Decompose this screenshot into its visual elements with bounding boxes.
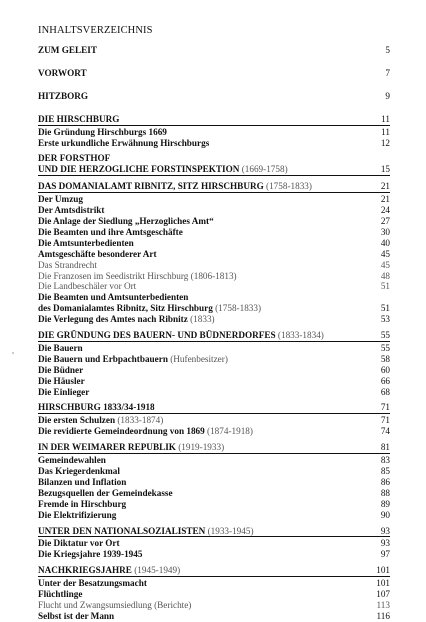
toc-entry-row-page: 12 <box>380 137 390 148</box>
toc-section <box>38 526 390 561</box>
section-header-row <box>38 181 390 192</box>
toc-entry-row-page: 74 <box>380 426 390 437</box>
toc-entry-row-title <box>38 249 362 260</box>
toc-chapter-row-title <box>38 68 362 79</box>
section-header <box>38 442 390 454</box>
toc-entry-row-page: 30 <box>380 226 390 237</box>
toc-entry-row-title <box>38 271 362 282</box>
toc-entry-row <box>38 205 390 216</box>
toc-entry-row-page: 48 <box>380 270 390 281</box>
section-header-row-title <box>38 526 362 537</box>
section-header <box>38 402 390 414</box>
toc-section <box>38 442 390 520</box>
toc-entry-row-title <box>38 510 362 521</box>
toc-entry-row <box>38 271 390 282</box>
toc-entry-row <box>38 415 390 426</box>
section-header <box>38 565 390 577</box>
toc-entry-row <box>38 578 390 589</box>
toc-entry-row-title <box>38 238 362 249</box>
single-entry <box>38 68 390 79</box>
toc-entry-row-page: 97 <box>380 549 390 560</box>
entry-title-text: Der Umzug <box>38 194 83 205</box>
toc-entry-row-title <box>38 138 362 149</box>
section-header-row-title <box>38 330 362 341</box>
toc-chapter-row <box>38 45 390 56</box>
entry-title-text: des Domanialamtes Ribnitz, Sitz Hirschburg <box>38 303 213 314</box>
toc-entry-row <box>38 303 390 314</box>
toc-section <box>38 402 390 437</box>
toc-entry-row <box>38 538 390 549</box>
toc-chapter-row-title <box>38 91 362 102</box>
toc-entry-row-title <box>38 365 362 376</box>
section-header-row <box>38 114 390 125</box>
entry-title-text: Der Amtsdistrikt <box>38 205 105 216</box>
toc-entry-row-page: 71 <box>380 415 390 426</box>
toc-entry-row <box>38 138 390 149</box>
section-header <box>38 114 390 126</box>
entry-date-range: (1833-1834) <box>275 330 324 341</box>
section-header-row-page: 55 <box>380 330 390 341</box>
scan-speck <box>12 352 14 354</box>
toc-chapter-row-page: 5 <box>385 45 390 55</box>
toc-entry-row <box>38 292 390 303</box>
toc-entry-row-page: 89 <box>380 498 390 509</box>
toc-entry-row <box>38 127 390 138</box>
toc-entry-row <box>38 343 390 354</box>
toc-title: INHALTSVERZEICHNIS <box>38 25 153 36</box>
toc-section <box>38 153 390 176</box>
toc-entry-row-title <box>38 549 362 560</box>
toc-entry-row-title <box>38 343 362 354</box>
toc-entry-row <box>38 376 390 387</box>
toc-entry-row-page: 86 <box>380 476 390 487</box>
toc-entry-row-page: 55 <box>380 342 390 353</box>
entry-title-text: HITZBORG <box>38 90 89 101</box>
toc-entry-row-page: 45 <box>380 259 390 270</box>
section-header-row-title <box>38 153 362 164</box>
entry-title-text: UNTER DEN NATIONALSOZIALISTEN <box>38 525 206 536</box>
entry-title-text: DIE GRÜNDUNG DES BAUERN- UND BÜDNERDORFES <box>38 330 276 341</box>
toc-entry-row-page: 60 <box>380 364 390 375</box>
toc-entry-row <box>38 314 390 325</box>
toc-entry-row-title <box>38 227 362 238</box>
entry-title-text: NACHKRIEGSJAHRE <box>38 565 132 576</box>
section-header-row-title <box>38 402 362 413</box>
entry-title-text: Die Beamten und Amtsunterbedienten <box>38 292 189 303</box>
toc-entry-row-page: 40 <box>380 237 390 248</box>
section-header <box>38 181 390 193</box>
toc-entry-row-page: 90 <box>380 509 390 520</box>
section-header <box>38 526 390 538</box>
section-header-row-title <box>38 164 362 175</box>
entry-title-text: Die Verlegung des Amtes nach Ribnitz <box>38 314 188 325</box>
entry-date-range: (Hufenbesitzer) <box>167 353 228 364</box>
entry-title-text: Das Strandrecht <box>38 259 97 270</box>
entry-title-text: Bilanzen und Inflation <box>38 476 127 487</box>
toc-entry-row-title <box>38 292 362 303</box>
toc-entry-row-title <box>38 314 362 325</box>
entry-title-text: UND DIE HERZOGLICHE FORSTINSPEKTION <box>38 164 240 175</box>
toc-entry-row <box>38 600 390 611</box>
toc-page <box>38 24 390 622</box>
entry-title-text: Die Büdner <box>38 364 84 375</box>
toc-entry-row <box>38 589 390 600</box>
toc-entry-row-page: 101 <box>376 578 390 589</box>
toc-entry-row-title <box>38 194 362 205</box>
entry-title-text: Selbst ist der Mann <box>38 610 115 621</box>
toc-entry-row <box>38 238 390 249</box>
entry-title-text: VORWORT <box>38 67 87 78</box>
entry-date-range: (1833) <box>187 314 215 325</box>
toc-entry-row-title <box>38 387 362 398</box>
toc-entry-row <box>38 281 390 292</box>
section-header-row-page: 101 <box>376 565 390 576</box>
toc-entry-row-page: 83 <box>380 455 390 466</box>
toc-entry-row <box>38 365 390 376</box>
toc-chapter-row <box>38 91 390 102</box>
entry-date-range: (1758-1833) <box>212 303 262 314</box>
toc-entry-row <box>38 260 390 271</box>
toc-entry-row-page: 27 <box>380 215 390 226</box>
section-header-row-page: 15 <box>380 164 390 175</box>
entry-date-range: (1874-1918) <box>204 426 253 437</box>
toc-section <box>38 330 390 397</box>
entry-date-range: (1919-1933) <box>175 442 225 453</box>
entry-title-text: Die Häusler <box>38 375 85 386</box>
entry-title-text: Die Gründung Hirschburgs 1669 <box>38 126 167 137</box>
toc-entry-row-title <box>38 127 362 138</box>
entry-title-text: Die revidierte Gemeindeordnung von 1869 <box>38 426 205 437</box>
entry-title-text: Flüchtlinge <box>38 589 83 600</box>
section-header-row <box>38 442 390 453</box>
toc-sections <box>38 114 390 622</box>
entry-date-range: (1933-1945) <box>205 525 254 536</box>
section-header-row-page: 21 <box>380 181 390 192</box>
toc-entry-row <box>38 549 390 560</box>
entry-title-text: ZUM GELEIT <box>38 45 97 55</box>
toc-entry-row <box>38 387 390 398</box>
toc-entry-row-title <box>38 589 362 600</box>
toc-entry-row <box>38 499 390 510</box>
toc-entry-row <box>38 611 390 622</box>
toc-entry-row <box>38 510 390 521</box>
entry-title-text: IN DER WEIMARER REPUBLIK <box>38 442 176 453</box>
section-header-row-page: 93 <box>380 525 390 536</box>
toc-entry-row-page: 11 <box>381 126 390 137</box>
section-header-row <box>38 153 390 164</box>
section-header-row-title <box>38 114 362 125</box>
single-entries <box>38 45 390 102</box>
toc-entry-row-page: 116 <box>376 610 390 621</box>
toc-entry-row-title <box>38 477 362 488</box>
single-entry <box>38 91 390 102</box>
toc-entry-row-title <box>38 600 362 611</box>
toc-entry-row <box>38 194 390 205</box>
toc-entry-row-title <box>38 216 362 227</box>
toc-entry-row <box>38 466 390 477</box>
toc-entry-row-page: 53 <box>380 314 390 325</box>
entry-title-text: Die Elektrifizierung <box>38 509 117 520</box>
section-header-row-page: 81 <box>380 442 390 453</box>
section-header-row <box>38 565 390 576</box>
toc-entry-row <box>38 488 390 499</box>
toc-entry-row-page: 58 <box>380 353 390 364</box>
entry-title-text: DAS DOMANIALAMT RIBNITZ, SITZ HIRSCHBURG <box>38 181 264 192</box>
toc-entry-row-title <box>38 488 362 499</box>
entry-title-text: Flucht und Zwangsumsiedlung (Berichte) <box>38 599 192 610</box>
toc-entry-row-page: 68 <box>380 386 390 397</box>
entry-title-text: Fremde in Hirschburg <box>38 498 127 509</box>
section-header-row <box>38 526 390 537</box>
toc-entry-row <box>38 354 390 365</box>
entry-title-text: Amtsgeschäfte besonderer Art <box>38 248 157 259</box>
toc-entry-row <box>38 426 390 437</box>
toc-entry-row-page: 113 <box>376 599 390 610</box>
entry-title-text: Die Beamten und ihre Amtsgeschäfte <box>38 226 183 237</box>
entry-date-range: (1758-1833) <box>263 181 312 192</box>
section-header-row <box>38 164 390 175</box>
section-header-row-page: 71 <box>380 402 390 413</box>
toc-entry-row-title <box>38 426 362 437</box>
entry-title-text: Die Bauern <box>38 342 83 353</box>
entry-title-text: Das Kriegerdenkmal <box>38 466 120 476</box>
toc-entry-row-page: 107 <box>376 589 390 600</box>
entry-title-text: Die Franzosen im Seedistrikt Hirschburg (1806-1813) <box>38 270 237 281</box>
toc-entry-row <box>38 227 390 238</box>
toc-entry-row-page: 45 <box>380 248 390 259</box>
entry-title-text: Bezugsquellen der Gemeindekasse <box>38 487 173 498</box>
toc-entry-row-title <box>38 376 362 387</box>
entry-title-text: DIE HIRSCHBURG <box>38 113 120 124</box>
toc-entry-row-page: 85 <box>380 466 390 476</box>
toc-entry-row-title <box>38 466 362 477</box>
entry-title-text: Erste urkundliche Erwähnung Hirschburgs <box>38 137 210 148</box>
toc-entry-row-page: 24 <box>380 205 390 216</box>
toc-chapter-row-title <box>38 45 362 56</box>
entry-title-text: Die ersten Schulzen <box>38 415 116 426</box>
entry-title-text: HIRSCHBURG 1833/34-1918 <box>38 402 155 413</box>
toc-entry-row-title <box>38 578 362 589</box>
entry-title-text: Die Amtsunterbedienten <box>38 237 134 248</box>
entry-date-range: (1669-1758) <box>239 164 288 175</box>
section-header-row-title <box>38 442 362 453</box>
toc-entry-row-title <box>38 205 362 216</box>
toc-chapter-row <box>38 68 390 79</box>
entry-title-text: Die Bauern und Erbpachtbauern <box>38 353 168 364</box>
toc-entry-row-page: 66 <box>380 375 390 386</box>
entry-date-range: (1833-1874) <box>115 415 164 426</box>
toc-section <box>38 114 390 149</box>
toc-entry-row <box>38 477 390 488</box>
toc-chapter-row-page: 9 <box>385 90 390 101</box>
toc-entry-row-title <box>38 611 362 622</box>
entry-title-text: Die Diktatur vor Ort <box>38 538 120 549</box>
toc-entry-row-title <box>38 415 362 426</box>
entry-title-text: DER FORSTHOF <box>38 153 111 164</box>
entry-title-text: Die Anlage der Siedlung „Herzogliches Amt“ <box>38 215 214 226</box>
toc-entry-row-title <box>38 354 362 365</box>
entry-date-range: (1945-1949) <box>131 565 181 576</box>
toc-entry-row-title <box>38 260 362 271</box>
toc-entry-row-title <box>38 303 362 314</box>
entry-title-text: Unter der Besatzungsmacht <box>38 578 147 589</box>
toc-entry-row <box>38 455 390 466</box>
single-entry <box>38 45 390 56</box>
toc-entry-row-title <box>38 455 362 466</box>
section-header <box>38 330 390 342</box>
toc-entry-row-page: 93 <box>380 538 390 549</box>
entry-title-text: Gemeindewahlen <box>38 455 106 466</box>
toc-entry-row-title <box>38 281 362 292</box>
section-header-row <box>38 330 390 341</box>
entry-title-text: Die Einlieger <box>38 386 90 397</box>
toc-entry-row-page: 21 <box>380 194 390 205</box>
toc-entry-row-page: 51 <box>380 303 390 314</box>
toc-entry-row-page: 88 <box>380 487 390 498</box>
toc-entry-row-title <box>38 499 362 510</box>
toc-entry-row-title <box>38 538 362 549</box>
section-header-row-page: 11 <box>381 113 390 124</box>
section-header <box>38 153 390 176</box>
toc-chapter-row-page: 7 <box>385 67 390 78</box>
toc-section <box>38 565 390 622</box>
entry-title-text: Die Kriegsjahre 1939-1945 <box>38 549 143 560</box>
section-header-row <box>38 402 390 413</box>
section-header-row-title <box>38 565 362 576</box>
entry-title-text: Die Landbeschäler vor Ort <box>38 281 137 292</box>
toc-entry-row <box>38 249 390 260</box>
section-header-row-title <box>38 181 362 192</box>
toc-entry-row <box>38 216 390 227</box>
toc-entry-row-page: 51 <box>380 281 390 292</box>
toc-section <box>38 181 390 325</box>
